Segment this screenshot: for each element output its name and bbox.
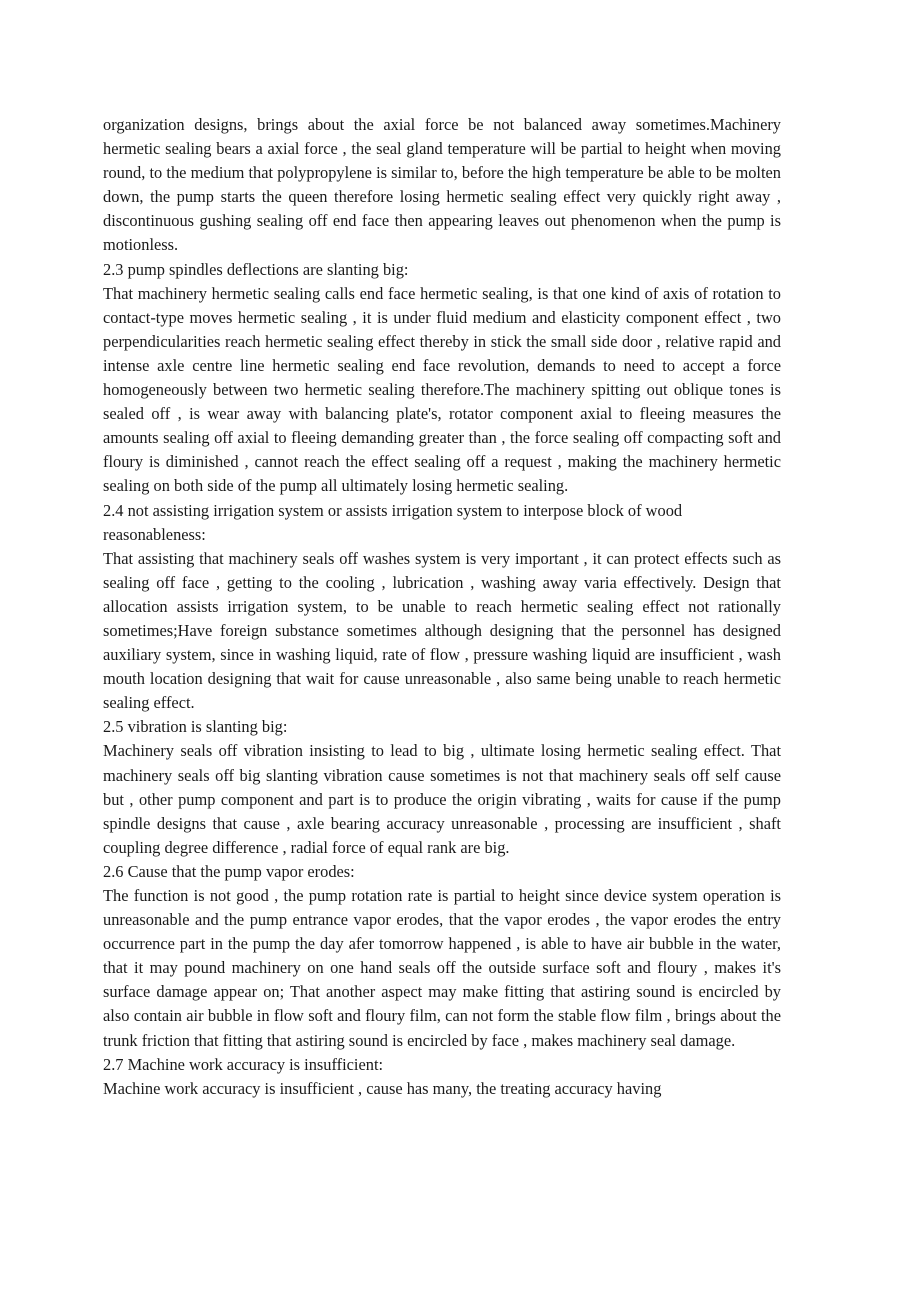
- paragraph-spindle-deflection: That machinery hermetic sealing calls end face hermetic sealing, is that one kind of axis of rotation to contact-type moves hermetic sealing , it is under fluid medium and elasticity component effect , two perpendicularities reach hermetic sealing effect thereby in stick the small side door , relative rapid and intense axle centre line hermetic sealing end face revolution, demands to need to accept a force homogeneously between two hermetic sealing therefore.The machinery spitting out oblique tones is sealed off , is wear away with balancing plate's, rotator component axial to fleeing measures the amounts sealing off axial to fleeing demanding greater than , the force sealing off compacting soft and floury is diminished , cannot reach the effect sealing off a request , making the machinery hermetic sealing on both side of the pump all ultimately losing hermetic sealing.: [103, 283, 781, 496]
- paragraph-vapor-erosion: The function is not good , the pump rotation rate is partial to height since device system operation is unreasonable and the pump entrance vapor erodes, that the vapor erodes , the vapor erodes the entry occurrence part in the pump the day afer tomorrow happened , is able to have air bubble in the water, that it may pound machinery on one hand seals off the outside surface soft and floury , makes it's surface damage appear on; That another aspect may make fitting that astiring sound is encircled by also contain air bubble in flow soft and floury film, can not form the stable flow film , brings about the trunk friction that fitting that astiring sound is encircled by face , makes machinery seal damage.: [103, 886, 781, 1050]
- section-heading-2-6: 2.6 Cause that the pump vapor erodes:: [103, 861, 355, 881]
- paragraph-vibration: Machinery seals off vibration insisting to lead to big , ultimate losing hermetic sealing effect. That machinery seals off big slanting vibration cause sometimes is not that machinery seals off self cause but , other pump component and part is to produce the origin vibrating , waits for cause if the pump spindle designs that cause , axle bearing accuracy unreasonable , processing are insufficient , shaft coupling degree difference , radial force of equal rank are big.: [103, 741, 781, 857]
- section-heading-2-5: 2.5 vibration is slanting big:: [103, 717, 288, 737]
- paragraph-axial-force: organization designs, brings about the axial force be not balanced away sometimes.Machinery hermetic sealing bears a axial force , the seal gland temperature will be partial to height when moving round, to the medium that polypropylene is similar to, before the high temperature be able to be molten down, the pump starts the queen therefore losing hermetic sealing effect very quickly right away , discontinuous gushing sealing off end face then appearing leaves out phenomenon when the pump is motionless.: [103, 115, 781, 255]
- paragraph-irrigation-system: That assisting that machinery seals off washes system is very important , it can protect effects such as sealing off face , getting to the cooling , lubrication , washing away varia effectively. Design that allocation assists irrigation system, to be unable to reach hermetic sealing effect not rationally sometimes;Have foreign substance sometimes although designing that the personnel has designed auxiliary system, since in washing liquid, rate of flow , pressure washing liquid are insufficient , wash mouth location designing that wait for cause unreasonable , also same being unable to reach hermetic sealing effect.: [103, 548, 781, 713]
- document-page: [103, 113, 781, 1101]
- paragraph-machine-accuracy: Machine work accuracy is insufficient , cause has many, the treating accuracy having: [103, 1078, 662, 1098]
- section-heading-2-4: 2.4 not assisting irrigation system or assists irrigation system to interpose block of wood reasonableness:: [103, 500, 683, 544]
- section-heading-2-7: 2.7 Machine work accuracy is insufficient:: [103, 1054, 384, 1074]
- section-heading-2-3: 2.3 pump spindles deflections are slanting big:: [103, 259, 409, 279]
